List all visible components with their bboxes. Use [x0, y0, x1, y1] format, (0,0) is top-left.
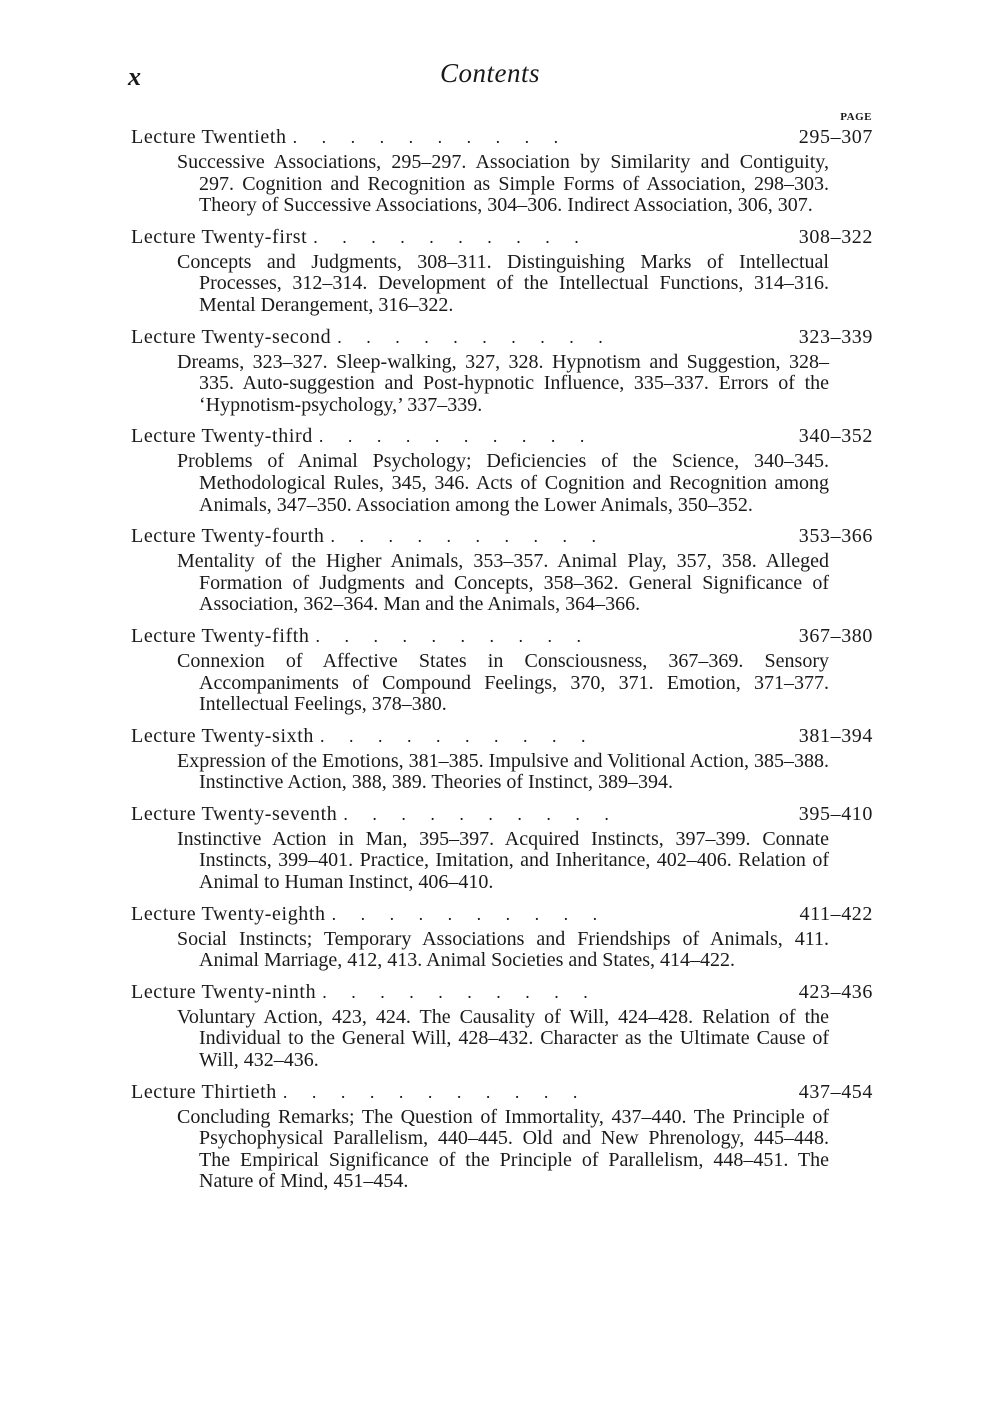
lecture-title: Lecture Thirtieth: [131, 1080, 277, 1103]
lecture-title: Lecture Twenty-second: [131, 325, 332, 348]
lecture-summary: Instinctive Action in Man, 395–397. Acquired Instincts, 397–399. Connate Instincts, 399–401. Practice, Imitation, and Inheritance, 402–406. Relation of Animal to Human Instinct, 406–410.: [177, 827, 829, 894]
lecture-title: Lecture Twenty-fifth: [131, 624, 310, 647]
page-folio: x: [128, 62, 141, 91]
toc-entry-heading: [131, 625, 873, 651]
toc-entry-heading: [131, 326, 873, 352]
toc-entry: [131, 981, 873, 1072]
toc-entry-heading: [131, 525, 873, 551]
lecture-summary: Social Instincts; Temporary Associations and Friendships of Animals, 411. Animal Marriage, 412, 413. Animal Societies and States, 414–422.: [177, 927, 829, 972]
page-range: 367–380: [798, 624, 873, 647]
lecture-summary: Voluntary Action, 423, 424. The Causality of Will, 424–428. Relation of the Individual to the General Will, 428–432. Character as the Ultimate Cause of Will, 432–436.: [177, 1005, 829, 1072]
dot-leader: . . . . . . . . . .: [343, 803, 619, 824]
lecture-title: Lecture Twenty-third: [131, 425, 313, 448]
page-range: 353–366: [798, 525, 873, 548]
toc-entry-heading: [131, 126, 873, 152]
toc-entry: [131, 803, 873, 894]
dot-leader: . . . . . . . . . .: [292, 127, 569, 147]
page-title: Contents: [439, 58, 540, 88]
dot-leader: . . . . . . . . . .: [313, 226, 589, 247]
lecture-title: Lecture Twenty-eighth: [131, 902, 326, 925]
dot-leader: . . . . . . . . . .: [330, 526, 607, 547]
lecture-summary: Mentality of the Higher Animals, 353–357. Animal Play, 357, 358. Alleged Formation of Judgments and Concepts, 358–362. General Significance of Association, 362–364. Man and the Animals, 364–366.: [177, 550, 829, 616]
dot-leader: . . . . . . . . . .: [318, 426, 595, 447]
lecture-title: Lecture Twentieth: [131, 126, 287, 148]
toc-entry-heading: [131, 1081, 873, 1107]
page-range: 340–352: [798, 425, 873, 448]
lecture-summary: Concluding Remarks; The Question of Immortality, 437–440. The Principle of Psychophysical Parallelism, 440–445. Old and New Phrenology, 445–448. The Empirical Significance of the Principle of Parallelism, 448–451. The Nature of Mind, 451–454.: [177, 1105, 829, 1193]
page-range: 395–410: [798, 802, 873, 825]
toc-entry: [131, 903, 873, 972]
page-range: 411–422: [799, 902, 873, 925]
page-range: 308–322: [798, 225, 873, 248]
page-range: 381–394: [798, 724, 873, 747]
toc-entry: [131, 126, 873, 217]
lecture-summary: Expression of the Emotions, 381–385. Impulsive and Volitional Action, 385–388. Instinctive Action, 388, 389. Theories of Instinct, 389–394.: [177, 749, 830, 794]
toc-entry: [131, 525, 873, 616]
toc-entry-heading: [131, 903, 873, 929]
dot-leader: . . . . . . . . . . .: [282, 1081, 588, 1102]
table-of-contents: [131, 126, 873, 1202]
dot-leader: . . . . . . . . . .: [337, 326, 613, 347]
toc-entry-heading: [131, 226, 873, 252]
toc-entry-heading: [131, 981, 873, 1007]
lecture-summary: Problems of Animal Psychology; Deficiencies of the Science, 340–345. Methodological Rules, 345, 346. Acts of Cognition and Recognition among Animals, 347–350. Association among the Lower Animals, 350–352.: [177, 450, 829, 516]
toc-entry-heading: [131, 425, 873, 451]
page-column-label: PAGE: [840, 111, 872, 123]
dot-leader: . . . . . . . . . .: [315, 625, 591, 646]
lecture-title: Lecture Twenty-sixth: [131, 724, 314, 747]
lecture-summary: Dreams, 323–327. Sleep-walking, 327, 328. Hypnotism and Suggestion, 328–335. Auto-suggestion and Post-hypnotic Influence, 335–337. Errors of the ‘Hypnotism-psychology,’ 337–339.: [177, 350, 829, 416]
lecture-title: Lecture Twenty-seventh: [131, 802, 338, 825]
toc-entry: [131, 226, 873, 317]
toc-entry: [131, 725, 873, 794]
page-range: 323–339: [798, 325, 873, 348]
toc-entry: [131, 625, 873, 716]
toc-entry-heading: [131, 803, 873, 829]
dot-leader: . . . . . . . . . .: [331, 903, 608, 924]
lecture-summary: Connexion of Affective States in Consciousness, 367–369. Sensory Accompaniments of Compound Feelings, 370, 371. Emotion, 371–377. Intellectual Feelings, 378–380.: [177, 649, 829, 716]
lecture-title: Lecture Twenty-first: [131, 225, 308, 248]
lecture-summary: Successive Associations, 295–297. Association by Similarity and Contiguity, 297. Cognition and Recognition as Simple Forms of Association, 298–303. Theory of Successive Associations, 304–306. Indirect Association, 306, 307.: [177, 151, 829, 217]
toc-entry-heading: [131, 725, 873, 751]
lecture-title: Lecture Twenty-ninth: [131, 980, 317, 1003]
toc-entry: [131, 326, 873, 417]
toc-entry: [131, 1081, 873, 1193]
page-range: 295–307: [798, 126, 873, 148]
lecture-title: Lecture Twenty-fourth: [131, 525, 325, 548]
page-range: 437–454: [798, 1080, 873, 1103]
page-range: 423–436: [798, 980, 873, 1003]
toc-entry: [131, 425, 873, 516]
dot-leader: . . . . . . . . . .: [322, 981, 598, 1002]
dot-leader: . . . . . . . . . .: [319, 725, 596, 746]
lecture-summary: Concepts and Judgments, 308–311. Distinguishing Marks of Intellectual Processes, 312–314. Development of the Intellectual Functions, 314–316. Mental Derangement, 316–322.: [177, 250, 829, 316]
